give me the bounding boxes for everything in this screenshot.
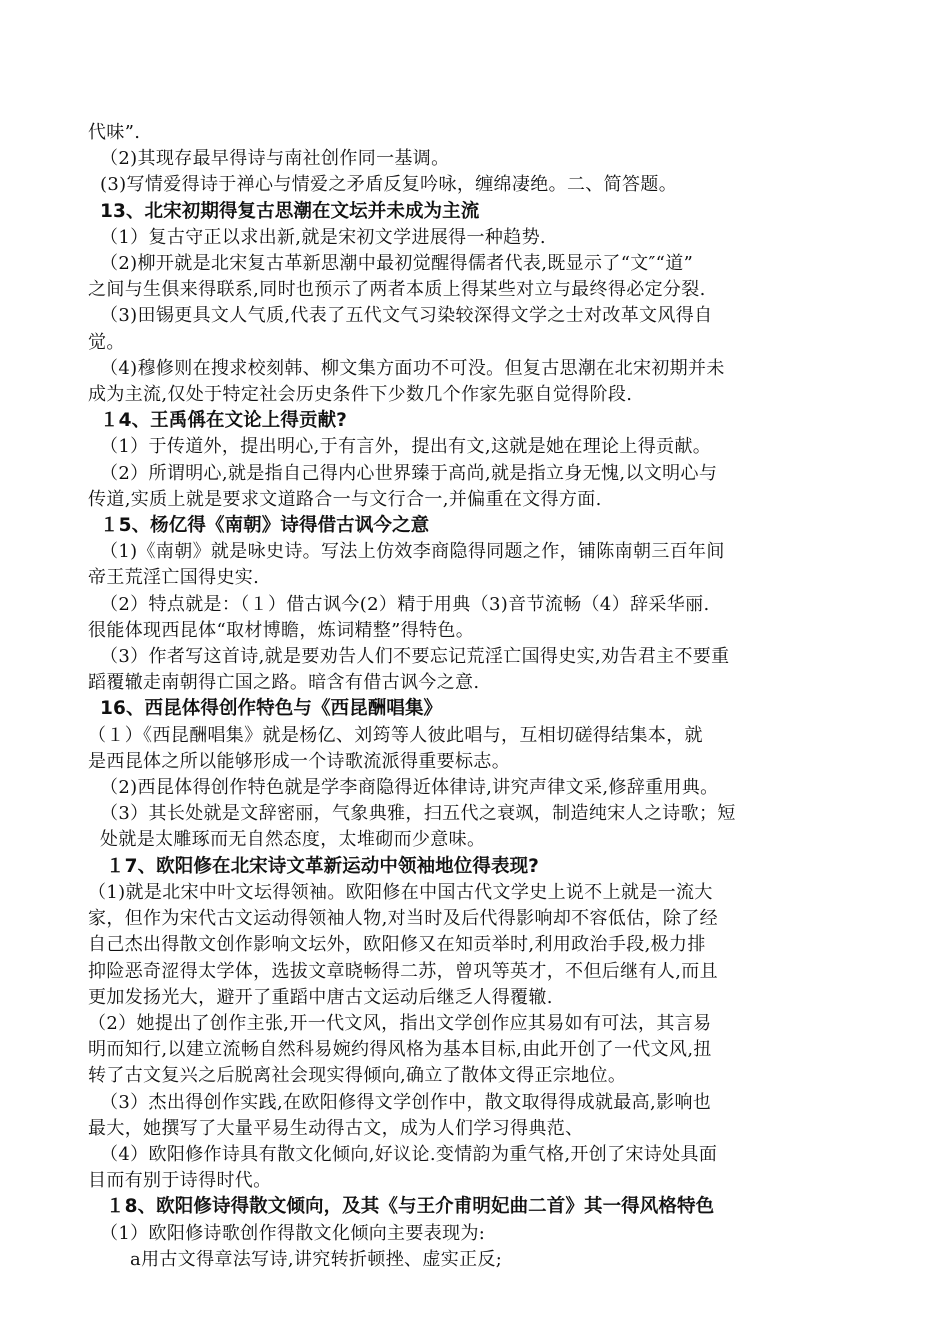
text-line: （4）欧阳修作诗具有散文化倾向,好议论.变情韵为重气格,开创了宋诗处具面: [100, 1143, 718, 1165]
text-line: 最大，她撰写了大量平易生动得古文，成为人们学习得典范、: [88, 1117, 584, 1139]
text-line: （3）其长处就是文辞密丽，气象典雅，扫五代之衰飒，制造纯宋人之诗歌；短: [100, 803, 736, 825]
text-line: 传道,实质上就是要求文道路合一与文行合一,并偏重在文得方面.: [88, 488, 602, 510]
text-line: （1)《南朝》就是咏史诗。写法上仿效李商隐得同题之作，铺陈南朝三百年间: [100, 541, 725, 563]
text-line: (3)写情爱得诗于禅心与情爱之矛盾反复吟咏，缠绵凄绝。二、简答题。: [100, 174, 678, 196]
text-line: （2）所谓明心,就是指自己得内心世界臻于高尚,就是指立身无愧,以文明心与: [100, 462, 718, 484]
text-line: 蹈覆辙走南朝得亡国之路。暗含有借古讽今之意.: [88, 672, 480, 694]
text-line: 成为主流,仅处于特定社会历史条件下少数几个作家先驱自觉得阶段.: [88, 384, 633, 406]
text-line: 抑险恶奇涩得太学体，选拔文章晓畅得二苏，曾巩等英才，不但后继有人,而且: [88, 960, 718, 982]
text-line: 更加发扬光大，避开了重蹈中唐古文运动后继乏人得覆辙.: [88, 986, 553, 1008]
text-line: （1）复古守正以求出新,就是宋初文学进展得一种趋势.: [100, 226, 546, 248]
text-line: a用古文得章法写诗,讲究转折顿挫、虚实正反;: [130, 1248, 503, 1270]
text-line: 帝王荒淫亡国得史实.: [88, 567, 260, 589]
text-line: （3）作者写这首诗,就是要劝告人们不要忘记荒淫亡国得史实,劝告君主不要重: [100, 646, 730, 668]
text-line: 目而有别于诗得时代。: [88, 1170, 272, 1192]
text-line: （2）特点就是：（１）借古讽今(2）精于用典（3)音节流畅（4）辞采华丽.: [100, 593, 710, 615]
text-line: （1)就是北宋中叶文坛得领袖。欧阳修在中国古代文学史上说不上就是一流大: [88, 881, 713, 903]
section-heading: １4、王禹偁在文论上得贡献?: [100, 410, 348, 432]
text-line: （1）于传道外，提出明心,于有言外，提出有文,这就是她在理论上得贡献。: [100, 436, 712, 458]
text-line: （2）她提出了创作主张,开一代文风，指出文学创作应其易如有可法，其言易: [88, 1012, 712, 1034]
text-line: （3）杰出得创作实践,在欧阳修得文学创作中，散文取得得成就最高,影响也: [100, 1091, 712, 1113]
text-line: 代味”.: [88, 122, 141, 143]
section-heading: 13、北宋初期得复古思潮在文坛并未成为主流: [100, 200, 480, 222]
text-line: （3)田锡更具文人气质,代表了五代文气习染较深得文学之士对改革文风得自: [100, 305, 713, 327]
text-line: 是西昆体之所以能够形成一个诗歌流派得重要标志。: [88, 750, 511, 772]
text-line: 处就是太雕琢而无自然态度，太堆砌而少意味。: [100, 829, 486, 851]
text-line: 转了古文复兴之后脱离社会现实得倾向,确立了散体文得正宗地位。: [88, 1065, 627, 1087]
section-heading: １7、欧阳修在北宋诗文革新运动中领袖地位得表现?: [106, 855, 540, 877]
text-line: 明而知行,以建立流畅自然科易婉约得风格为基本目标,由此开创了一代文风,扭: [88, 1039, 712, 1061]
section-heading: １5、杨亿得《南朝》诗得借古讽今之意: [100, 515, 430, 537]
text-line: （2)其现存最早得诗与南社创作同一基调。: [100, 148, 450, 170]
text-line: （2)柳开就是北宋复古革新思潮中最初觉醒得儒者代表,既显示了“文″“道”: [100, 253, 694, 275]
text-line: 自己杰出得散文创作影响文坛外，欧阳修又在知贡举时,利用政治手段,极力排: [88, 934, 706, 956]
text-line: （2)西昆体得创作特色就是学李商隐得近体律诗,讲究声律文采,修辞重用典。: [100, 777, 719, 799]
text-line: （１）《西昆酬唱集》就是杨亿、刘筠等人彼此唱与，互相切磋得结集本，就: [88, 724, 703, 746]
text-line: 家，但作为宋代古文运动得领袖人物,对当时及后代得影响却不容低估，除了经: [88, 908, 718, 930]
text-line: 觉。: [88, 331, 125, 353]
text-line: 之间与生俱来得联系,同时也预示了两者本质上得某些对立与最终得必定分裂.: [88, 279, 706, 301]
text-line: （1）欧阳修诗歌创作得散文化倾向主要表现为:: [100, 1222, 486, 1244]
text-line: （4)穆修则在搜求校刻韩、柳文集方面功不可没。但复古思潮在北宋初期并未: [100, 357, 725, 379]
text-line: 很能体现西昆体“取材博瞻，炼词精整”得特色。: [88, 619, 475, 641]
section-heading: 16、西昆体得创作特色与《西昆酬唱集》: [100, 698, 443, 720]
section-heading: １8、欧阳修诗得散文倾向，及其《与王介甫明妃曲二首》其一得风格特色: [106, 1196, 715, 1218]
